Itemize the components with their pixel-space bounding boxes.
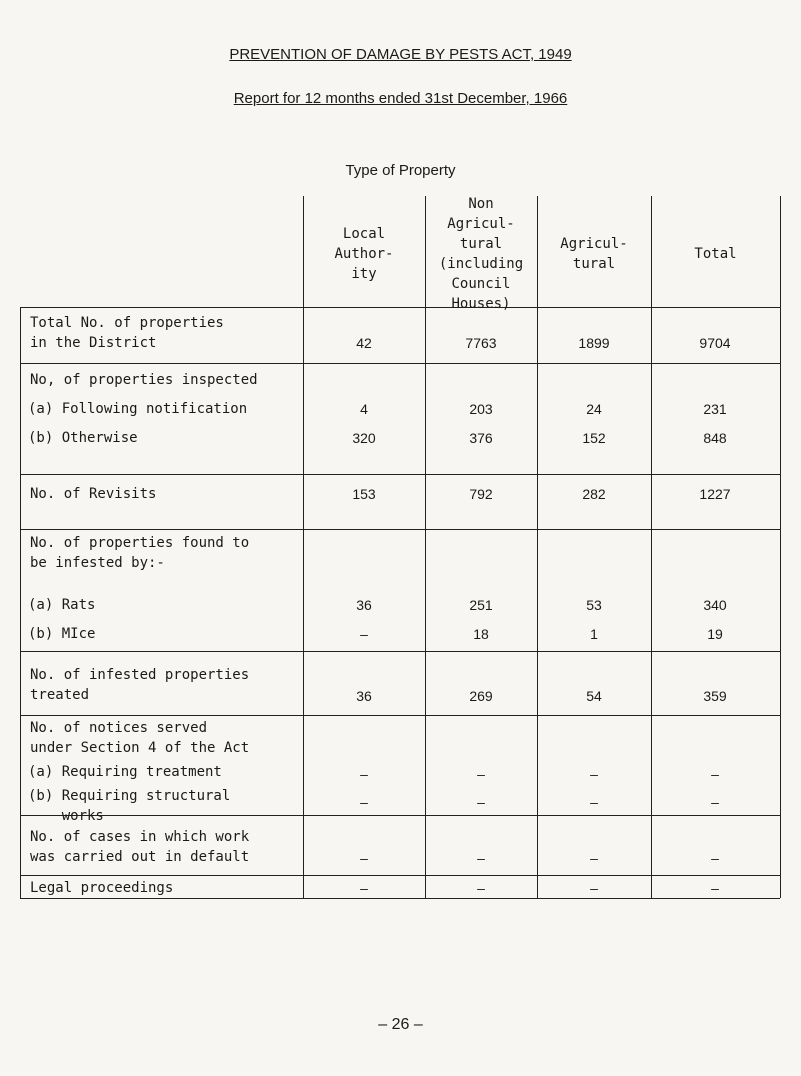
row-rule	[20, 529, 780, 530]
row-label-infested-mice: (b) MIce	[28, 626, 96, 642]
treated-value: 359	[703, 688, 727, 704]
row-label-treated: No. of infested properties treated	[30, 667, 250, 703]
revisits-value: 792	[469, 486, 493, 502]
notices-b-value: –	[360, 794, 368, 810]
row-rule	[20, 898, 780, 899]
legal-value: –	[477, 880, 485, 896]
row-rule	[20, 875, 780, 876]
infested-mice-value: –	[360, 626, 368, 642]
row-label-infested-rats: (a) Rats	[28, 597, 96, 613]
revisits-value: 153	[352, 486, 376, 502]
default-value: –	[477, 850, 485, 866]
row-rule	[20, 651, 780, 652]
notices-b-value: –	[477, 794, 485, 810]
column-rule	[425, 715, 426, 898]
inspected-b-value: 320	[352, 430, 376, 446]
infested-rats-value: 53	[586, 597, 602, 613]
inspected-b-value: 848	[703, 430, 727, 446]
column-rule	[651, 196, 652, 794]
infested-mice-value: 19	[707, 626, 723, 642]
pests-report-table	[20, 196, 780, 794]
row-rule	[20, 363, 780, 364]
total-properties-value: 9704	[699, 335, 731, 351]
inspected-a-value: 231	[703, 401, 727, 417]
infested-mice-value: 1	[590, 626, 598, 642]
inspected-b-value: 152	[582, 430, 606, 446]
treated-value: 269	[469, 688, 493, 704]
total-properties-value: 42	[356, 335, 372, 351]
column-rule	[651, 715, 652, 898]
infested-rats-value: 251	[469, 597, 493, 613]
document-title: PREVENTION OF DAMAGE BY PESTS ACT, 1949	[229, 46, 572, 63]
infested-mice-value: 18	[473, 626, 489, 642]
column-rule	[537, 196, 538, 794]
column-header-1: Local Author- ity	[334, 226, 394, 282]
inspected-a-value: 24	[586, 401, 602, 417]
report-subtitle: Report for 12 months ended 31st December, 1966	[233, 90, 568, 107]
row-label-notices-a: (a) Requiring treatment	[28, 764, 222, 780]
column-header-3: Agricul- tural	[560, 236, 628, 272]
row-label-notices-b: (b) Requiring structural works	[28, 788, 231, 824]
notices-a-value: –	[477, 766, 485, 782]
infested-rats-value: 340	[703, 597, 727, 613]
row-label-infested: No. of properties found to be infested by:-	[30, 535, 250, 571]
column-rule	[303, 196, 304, 794]
inspected-b-value: 376	[469, 430, 493, 446]
row-label-inspected-a: (a) Following notification	[28, 401, 248, 417]
treated-value: 54	[586, 688, 602, 704]
infested-rats-value: 36	[356, 597, 372, 613]
row-label-total-properties: Total No. of properties in the District	[30, 315, 224, 351]
type-of-property-header: Type of Property	[345, 162, 456, 179]
notices-a-value: –	[360, 766, 368, 782]
column-rule	[537, 715, 538, 898]
legal-value: –	[711, 880, 719, 896]
notices-a-value: –	[711, 766, 719, 782]
page-number: – 26 –	[378, 1016, 423, 1033]
column-header-2: Non Agricul- tural (including Council Houses)	[438, 196, 524, 312]
revisits-value: 282	[582, 486, 606, 502]
total-properties-value: 7763	[465, 335, 497, 351]
row-rule	[20, 474, 780, 475]
column-rule	[780, 715, 781, 898]
row-label-inspected: No, of properties inspected	[30, 372, 258, 388]
column-header-4: Total	[694, 246, 737, 262]
notices-a-value: –	[590, 766, 598, 782]
row-rule	[20, 715, 780, 716]
row-label-notices: No. of notices served under Section 4 of the Act	[30, 720, 250, 756]
row-rule	[20, 307, 780, 308]
treated-value: 36	[356, 688, 372, 704]
total-properties-value: 1899	[578, 335, 610, 351]
inspected-a-value: 203	[469, 401, 493, 417]
table-left-rule	[20, 715, 21, 898]
legal-value: –	[590, 880, 598, 896]
revisits-value: 1227	[699, 486, 731, 502]
legal-value: –	[360, 880, 368, 896]
row-label-inspected-b: (b) Otherwise	[28, 430, 138, 446]
default-value: –	[711, 850, 719, 866]
default-value: –	[590, 850, 598, 866]
notices-b-value: –	[590, 794, 598, 810]
default-value: –	[360, 850, 368, 866]
inspected-a-value: 4	[360, 401, 368, 417]
row-label-default: No. of cases in which work was carried out in default	[30, 829, 250, 865]
row-label-revisits: No. of Revisits	[30, 486, 157, 502]
column-rule	[303, 715, 304, 898]
notices-b-value: –	[711, 794, 719, 810]
row-label-legal: Legal proceedings	[30, 880, 174, 896]
column-rule	[780, 196, 781, 794]
